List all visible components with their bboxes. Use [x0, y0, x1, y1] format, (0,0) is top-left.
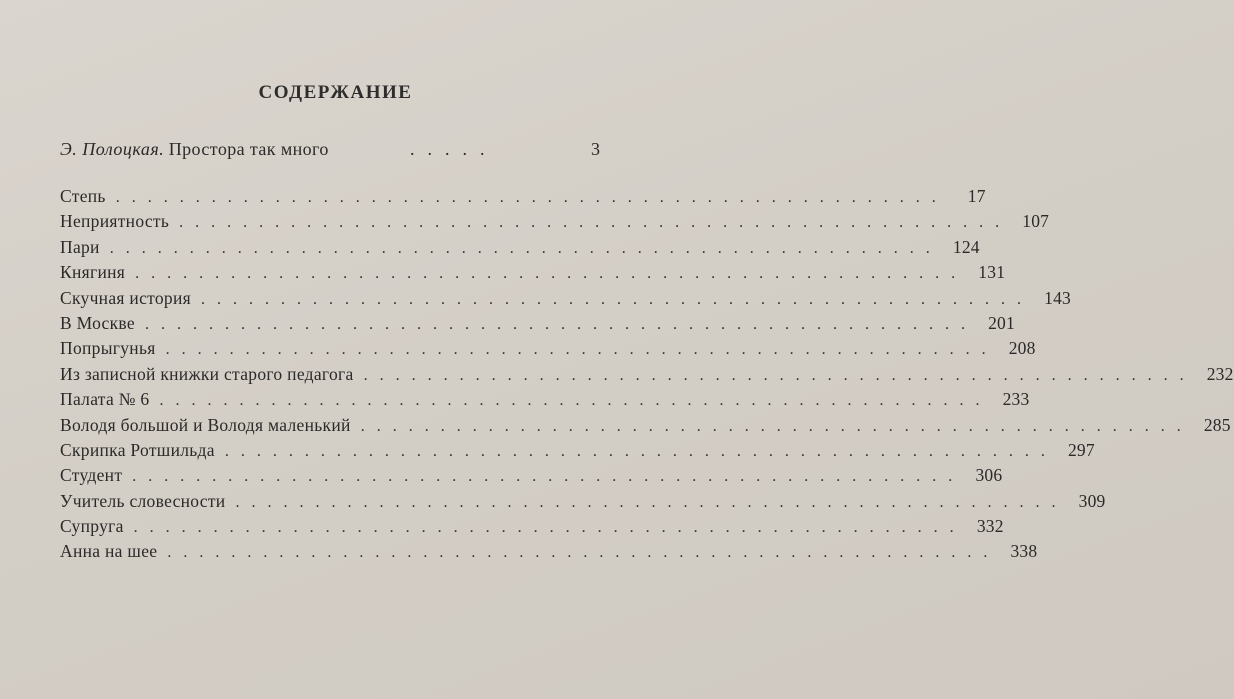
entry-page-number: 297: [1067, 439, 1095, 460]
intro-page-number: 3: [591, 139, 600, 159]
intro-title: Простора так много: [168, 139, 329, 159]
dot-leader: ....................................................: [133, 519, 966, 537]
entry-page-number: 201: [988, 312, 1015, 333]
entry-title: Скучная история: [60, 287, 191, 308]
entry-title: Супруга: [60, 516, 124, 537]
dot-leader: ....................................................: [363, 366, 1196, 384]
dot-leader: ....................................................: [201, 290, 1033, 308]
list-item: [60, 387, 1030, 412]
entry-title: Княгиня: [60, 262, 126, 283]
intro-author: Э. Полоцкая.: [60, 139, 165, 159]
dot-leader: ....................................................: [109, 239, 942, 257]
contents-list: [60, 184, 1234, 565]
intro-entry: [60, 139, 600, 163]
entry-page-number: 17: [967, 186, 986, 206]
entry-page-number: 306: [975, 465, 1003, 486]
entry-title: В Москве: [60, 312, 135, 333]
entry-page-number: 232: [1206, 363, 1234, 384]
dot-leader: ....................................................: [132, 468, 965, 486]
list-item: [60, 260, 1006, 285]
list-item: [60, 489, 1106, 514]
entry-title: Скрипка Ротшильда: [60, 439, 215, 460]
entry-title: Анна на шее: [60, 541, 158, 562]
dot-leader: ....................................................: [115, 189, 948, 206]
list-item: [60, 336, 1036, 361]
list-item: [60, 514, 1004, 539]
dot-leader: ....................................................: [360, 417, 1193, 435]
entry-title: Неприятность: [60, 211, 170, 232]
entry-page-number: 309: [1078, 490, 1106, 511]
entry-page-number: 208: [1008, 338, 1036, 359]
dot-leader: ....................................................: [144, 315, 977, 333]
entry-title: Студент: [60, 465, 123, 486]
list-item: [60, 311, 1015, 336]
entry-title: Пари: [60, 236, 100, 257]
list-item: [60, 413, 1231, 438]
entry-page-number: 285: [1203, 414, 1231, 435]
entry-title: Попрыгунья: [60, 338, 156, 359]
list-item: [60, 235, 980, 260]
list-item: [60, 286, 1071, 311]
list-item: [60, 463, 1003, 488]
entry-page-number: 338: [1010, 541, 1038, 562]
entry-page-number: 131: [978, 262, 1006, 283]
dot-leader: ....................................................: [159, 392, 992, 410]
dot-leader: ....................................................: [224, 442, 1057, 460]
entry-title: Палата № 6: [60, 389, 150, 410]
contents-heading: СОДЕРЖАНИЕ: [258, 82, 413, 103]
entry-page-number: 143: [1044, 287, 1071, 308]
list-item: [60, 539, 1038, 564]
entry-title: Степь: [60, 186, 106, 206]
dot-leader: .....: [410, 139, 498, 159]
entry-page-number: 233: [1002, 389, 1030, 410]
list-item: [60, 438, 1095, 463]
entry-page-number: 124: [952, 236, 980, 257]
dot-leader: ....................................................: [235, 493, 1068, 511]
dot-leader: ....................................................: [179, 214, 1012, 232]
entry-title: Из записной книжки старого педагога: [60, 363, 354, 384]
entry-page-number: 332: [976, 516, 1004, 537]
entry-title: Учитель словесности: [60, 490, 226, 511]
dot-leader: ....................................................: [165, 341, 998, 359]
entry-page-number: 107: [1022, 211, 1050, 232]
list-item: [60, 184, 986, 209]
list-item: [60, 209, 1050, 234]
entry-title: Володя большой и Володя маленький: [60, 414, 351, 435]
dot-leader: ....................................................: [135, 265, 968, 283]
list-item: [60, 362, 1234, 387]
dot-leader: ....................................................: [167, 544, 1000, 562]
